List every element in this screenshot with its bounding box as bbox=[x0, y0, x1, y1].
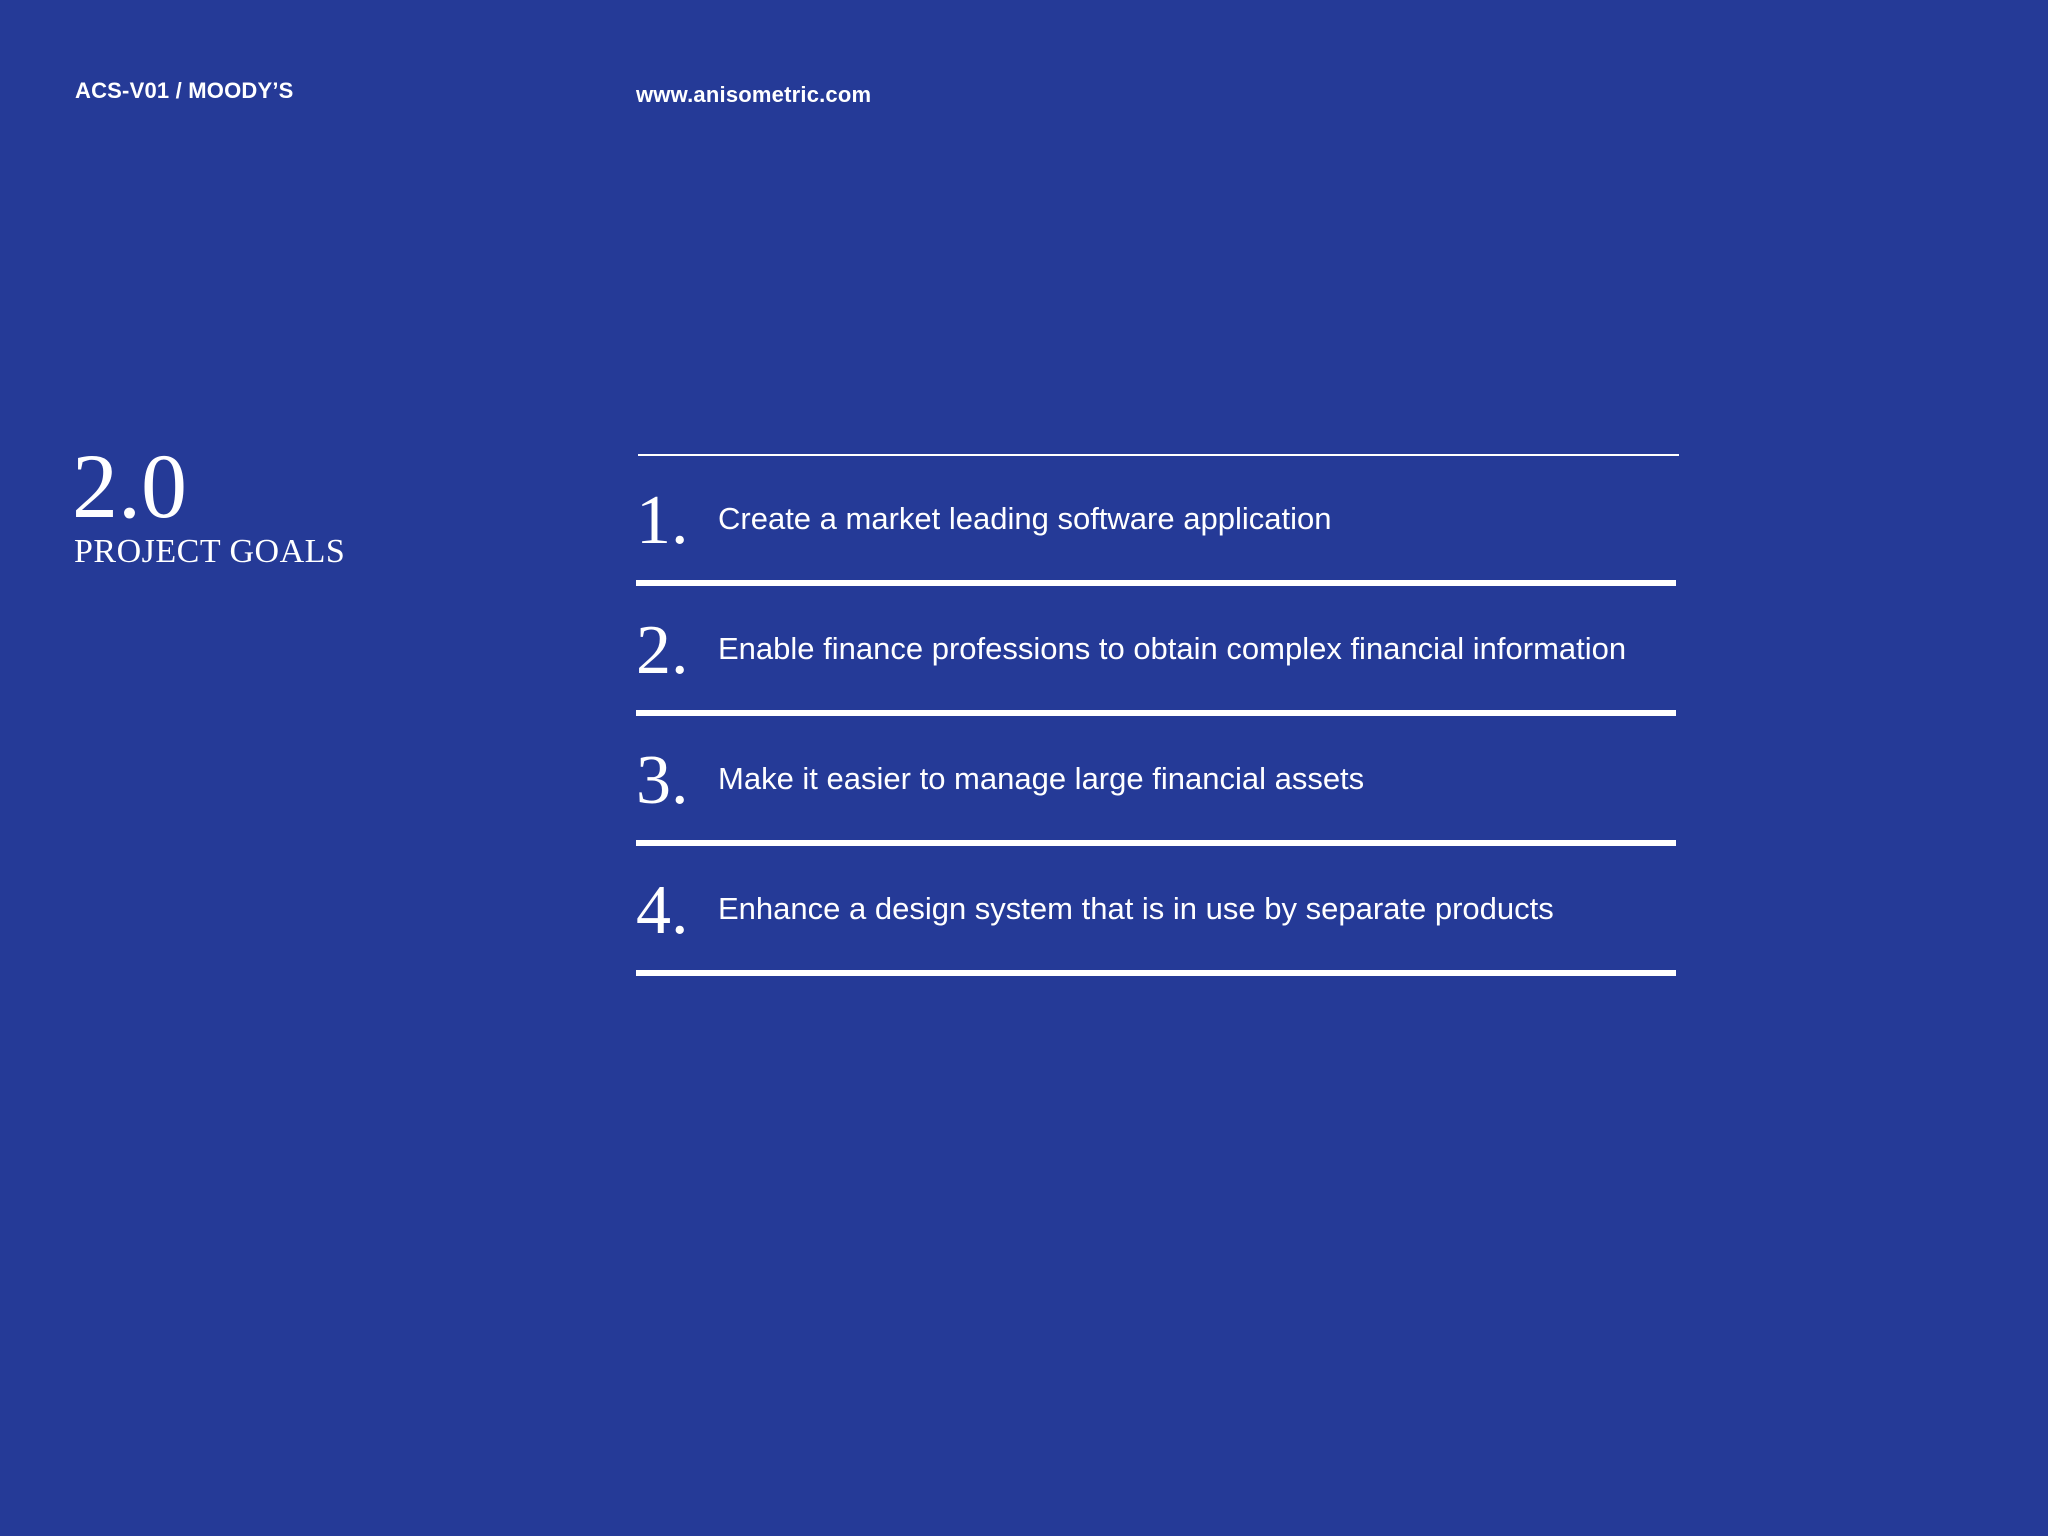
goal-text: Enable finance professions to obtain complex financial information bbox=[718, 631, 1627, 666]
goal-number: 3. bbox=[636, 742, 689, 819]
goal-item-2 bbox=[636, 586, 1676, 716]
goal-text: Create a market leading software application bbox=[718, 501, 1332, 536]
goal-text: Enhance a design system that is in use by separate products bbox=[718, 891, 1554, 926]
section-number: 2.0 bbox=[72, 435, 187, 537]
website-url: www.anisometric.com bbox=[636, 82, 872, 107]
document-id: ACS-V01 / MOODY’S bbox=[75, 78, 294, 103]
goal-text: Make it easier to manage large financial assets bbox=[718, 761, 1365, 796]
goal-number: 2. bbox=[636, 612, 689, 689]
goal-item-3 bbox=[636, 716, 1676, 846]
goal-number: 1. bbox=[636, 482, 689, 559]
section-title: PROJECT GOALS bbox=[74, 533, 346, 570]
goal-divider bbox=[636, 970, 1676, 976]
goal-item-4 bbox=[636, 846, 1676, 976]
goal-item-1 bbox=[636, 456, 1676, 586]
goal-number: 4. bbox=[636, 872, 689, 949]
